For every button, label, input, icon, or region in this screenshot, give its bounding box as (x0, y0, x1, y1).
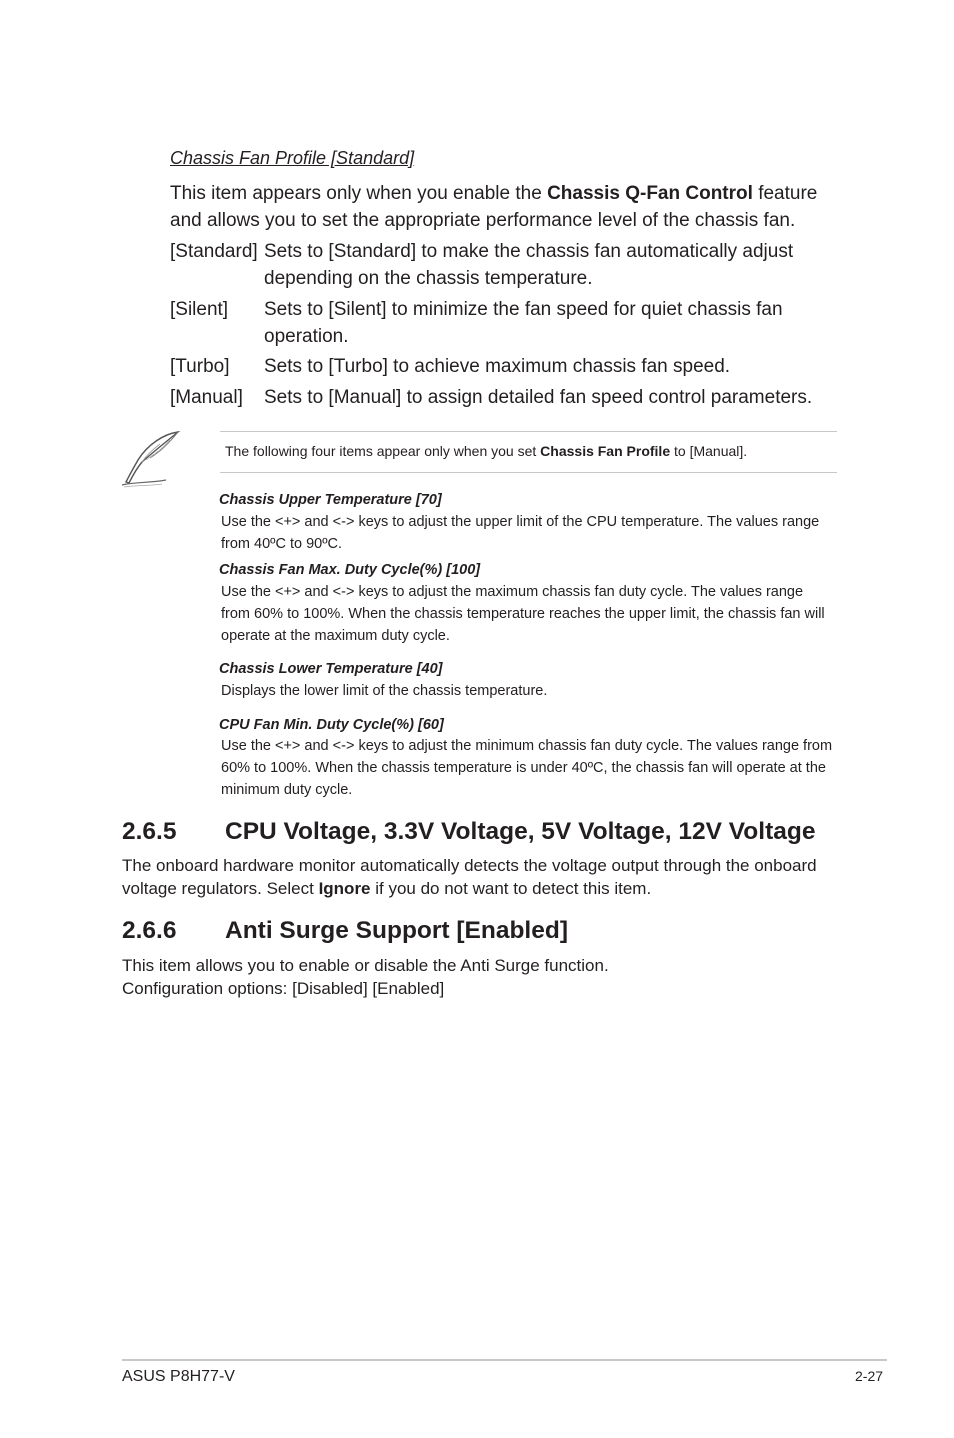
item-desc: Use the <+> and <-> keys to adjust the minimum chassis fan duty cycle. The values range from 60% to 100%. When the chassis temperature is under 40ºC, the chassis fan will operate at the minimum duty cycle. (221, 738, 833, 798)
body-bold: Ignore (318, 879, 371, 898)
section-heading-265 (122, 818, 815, 846)
section-number: 2.6.5 (122, 818, 177, 845)
option-desc: Sets to [Silent] to minimize the fan speed for quiet chassis fan operation. (264, 299, 783, 347)
item-title: Chassis Upper Temperature [70] (219, 492, 442, 508)
intro-text: This item appears only when you enable the (170, 183, 548, 204)
item-title: Chassis Fan Max. Duty Cycle(%) [100] (219, 562, 481, 578)
body-text: The onboard hardware monitor automatically detects the voltage output through the onboard voltage regulators. Select (122, 856, 817, 898)
item-title: CPU Fan Min. Duty Cycle(%) [60] (219, 717, 444, 733)
footer-divider (122, 1359, 887, 1361)
note-prefix: The following four items appear only when you set (225, 443, 541, 459)
option-desc: Sets to [Turbo] to achieve maximum chassis fan speed. (264, 356, 731, 377)
chassis-fan-profile-intro (170, 180, 850, 234)
body-text-end: if you do not want to detect this item. (370, 879, 652, 898)
option-silent (170, 296, 850, 350)
option-manual (170, 384, 850, 411)
intro-bold-term: Chassis Q-Fan Control (547, 183, 753, 204)
section-266-line1: This item allows you to enable or disable the Anti Surge function. (122, 956, 609, 975)
note-box (220, 431, 837, 473)
item-desc: Displays the lower limit of the chassis temperature. (221, 683, 548, 699)
note-bold: Chassis Fan Profile (540, 443, 671, 459)
note-text (225, 443, 747, 459)
section-266-line2: Configuration options: [Disabled] [Enabled] (122, 979, 445, 998)
chassis-fan-profile-title: Chassis Fan Profile [Standard] (170, 148, 415, 168)
option-standard (170, 238, 850, 292)
option-key: [Silent] (170, 299, 229, 320)
footer-page-number: 2-27 (855, 1368, 884, 1384)
footer-product: ASUS P8H77-V (122, 1368, 235, 1385)
item-title: Chassis Lower Temperature [40] (219, 661, 443, 677)
option-key: [Turbo] (170, 356, 230, 377)
section-title: Anti Surge Support [Enabled] (225, 917, 568, 944)
option-key: [Manual] (170, 387, 243, 408)
section-heading-266 (122, 917, 568, 945)
intro-text-end: feature and allows you to set the appropriate performance level of the chassis fan. (170, 183, 818, 231)
note-suffix: to [Manual]. (670, 443, 748, 459)
option-turbo (170, 353, 850, 380)
pen-icon (120, 430, 182, 488)
option-desc: Sets to [Manual] to assign detailed fan speed control parameters. (264, 387, 813, 408)
option-key: [Standard] (170, 241, 258, 262)
section-265-body (122, 854, 838, 900)
section-number: 2.6.6 (122, 917, 177, 944)
item-desc: Use the <+> and <-> keys to adjust the maximum chassis fan duty cycle. The values range from 60% to 100%. When the chassis temperature reaches the upper limit, the chassis fan will operate at the maximum duty cycle. (221, 584, 825, 644)
section-title: CPU Voltage, 3.3V Voltage, 5V Voltage, 12V Voltage (225, 818, 816, 845)
item-desc: Use the <+> and <-> keys to adjust the upper limit of the CPU temperature. The values range from 40ºC to 90ºC. (221, 514, 820, 552)
option-desc: Sets to [Standard] to make the chassis fan automatically adjust depending on the chassis temperature. (264, 241, 794, 289)
